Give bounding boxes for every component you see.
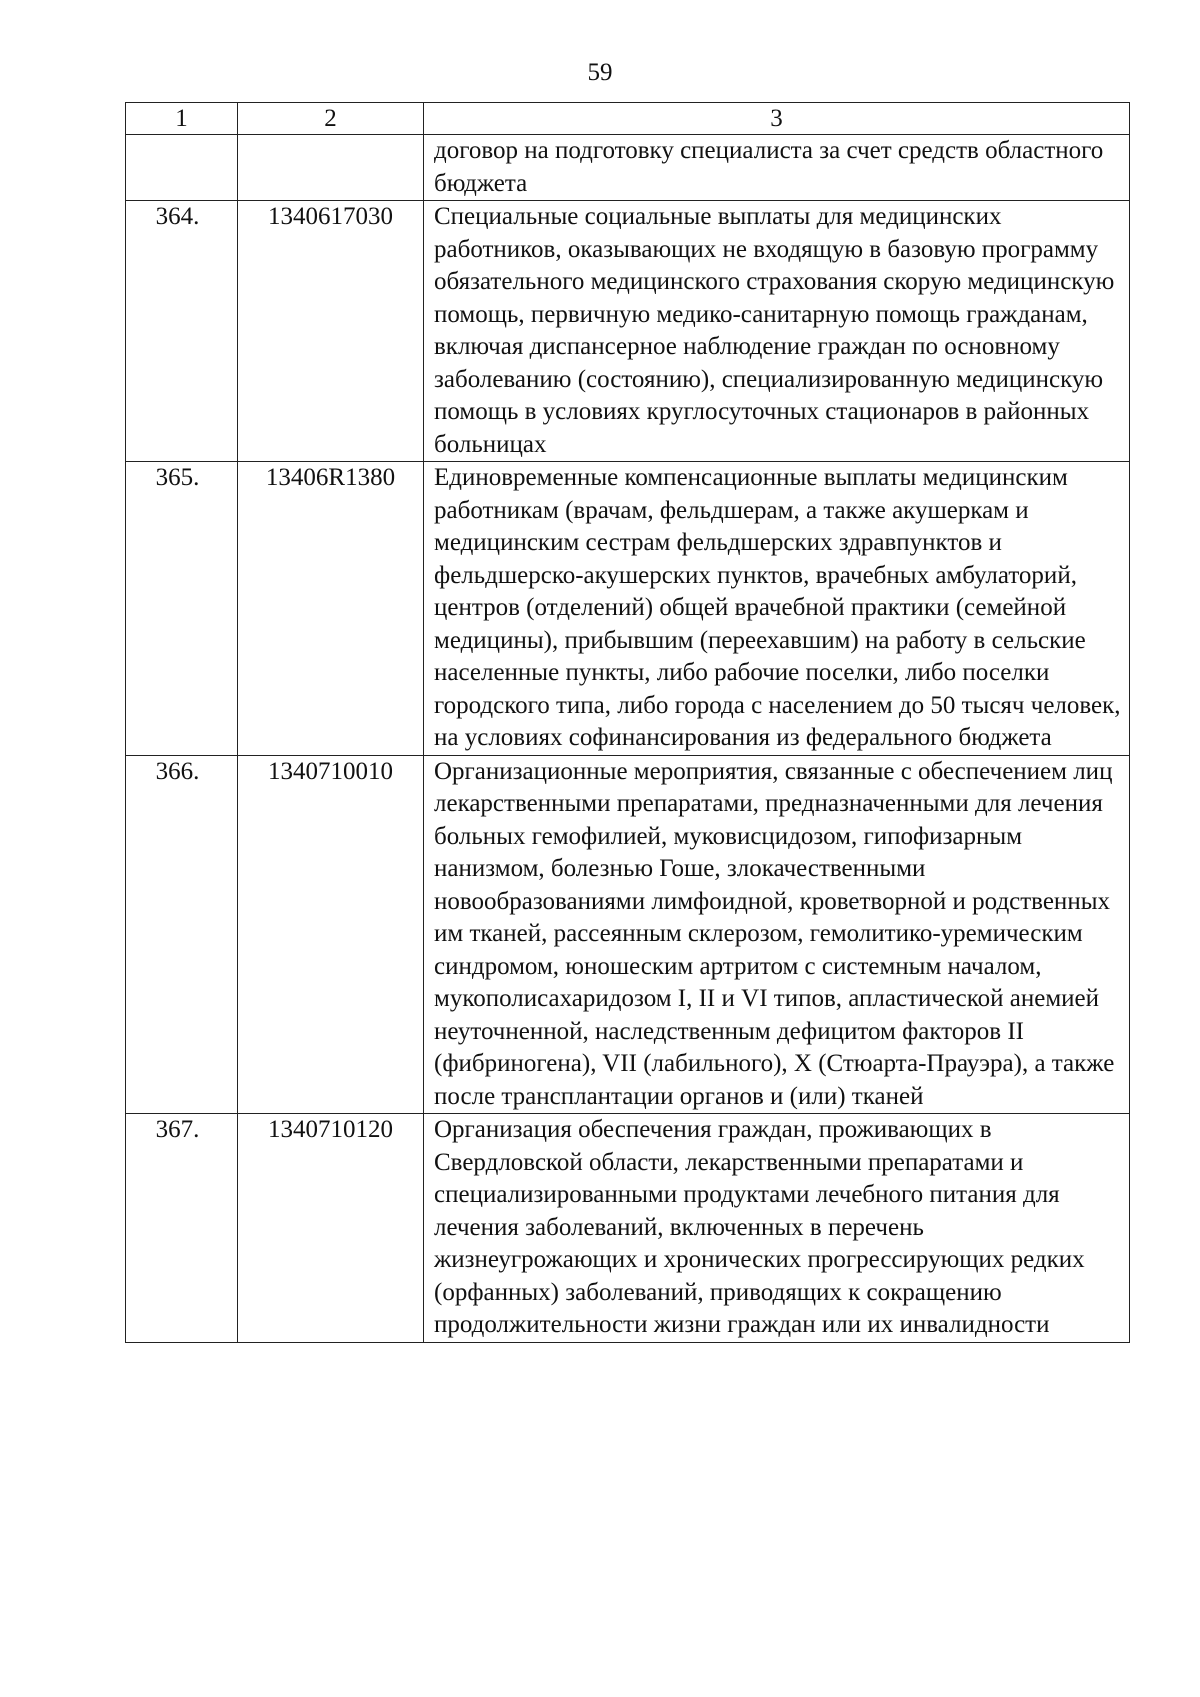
budget-classification-table	[125, 102, 1130, 1343]
row-code: 1340710010	[238, 755, 424, 1114]
row-code: 13406R1380	[238, 462, 424, 756]
row-description: Специальные социальные выплаты для медицинских работников, оказывающих не входящую в базовую программу обязательного медицинского страхования скорую медицинскую помощь, первичную медико-санитарную помощь гражданам, включая диспансерное наблюдение граждан по основному заболеванию (состоянию), специализированную медицинскую помощь в условиях круглосуточных стационаров в районных больницах	[424, 201, 1130, 462]
row-description: Единовременные компенсационные выплаты медицинским работникам (врачам, фельдшерам, а также акушеркам и медицинским сестрам фельдшерских здравпунктов и фельдшерско-акушерских пунктов, врачебных амбулаторий, центров (отделений) общей врачебной практики (семейной медицины), прибывшим (переехавшим) на работу в сельские населенные пункты, либо рабочие поселки, либо поселки городского типа, либо города с населением до 50 тысяч человек, на условиях софинансирования из федерального бюджета	[424, 462, 1130, 756]
row-code: 1340710120	[238, 1114, 424, 1343]
row-number	[126, 135, 238, 201]
page-number: 59	[587, 59, 613, 86]
row-number: 367.	[126, 1114, 238, 1343]
column-header-1: 1	[126, 103, 238, 135]
row-description: Организация обеспечения граждан, проживающих в Свердловской области, лекарственными препаратами и специализированными продуктами лечебного питания для лечения заболеваний, включенных в перечень жизнеугрожающих и хронических прогрессирующих редких (орфанных) заболеваний, приводящих к сокращению продолжительности жизни граждан или их инвалидности	[424, 1114, 1130, 1343]
table-row	[126, 462, 1130, 756]
table-row	[126, 1114, 1130, 1343]
table-header-row	[126, 103, 1130, 135]
row-number: 366.	[126, 755, 238, 1114]
table-body	[126, 135, 1130, 1343]
table-row	[126, 201, 1130, 462]
row-number: 365.	[126, 462, 238, 756]
table-row	[126, 755, 1130, 1114]
column-header-3: 3	[424, 103, 1130, 135]
table-row	[126, 135, 1130, 201]
row-number: 364.	[126, 201, 238, 462]
row-code: 1340617030	[238, 201, 424, 462]
row-description: договор на подготовку специалиста за счет средств областного бюджета	[424, 135, 1130, 201]
column-header-2: 2	[238, 103, 424, 135]
row-code	[238, 135, 424, 201]
table-header	[126, 103, 1130, 135]
row-description: Организационные мероприятия, связанные с обеспечением лиц лекарственными препаратами, предназначенными для лечения больных гемофилией, муковисцидозом, гипофизарным нанизмом, болезнью Гоше, злокачественными новообразованиями лимфоидной, кроветворной и родственных им тканей, рассеянным склерозом, гемолитико-уремическим синдромом, юношеским артритом с системным началом, мукополисахаридозом I, II и VI типов, апластической анемией неуточненной, наследственным дефицитом факторов II (фибриногена), VII (лабильного), X (Стюарта-Прауэра), а также после трансплантации органов и (или) тканей	[424, 755, 1130, 1114]
